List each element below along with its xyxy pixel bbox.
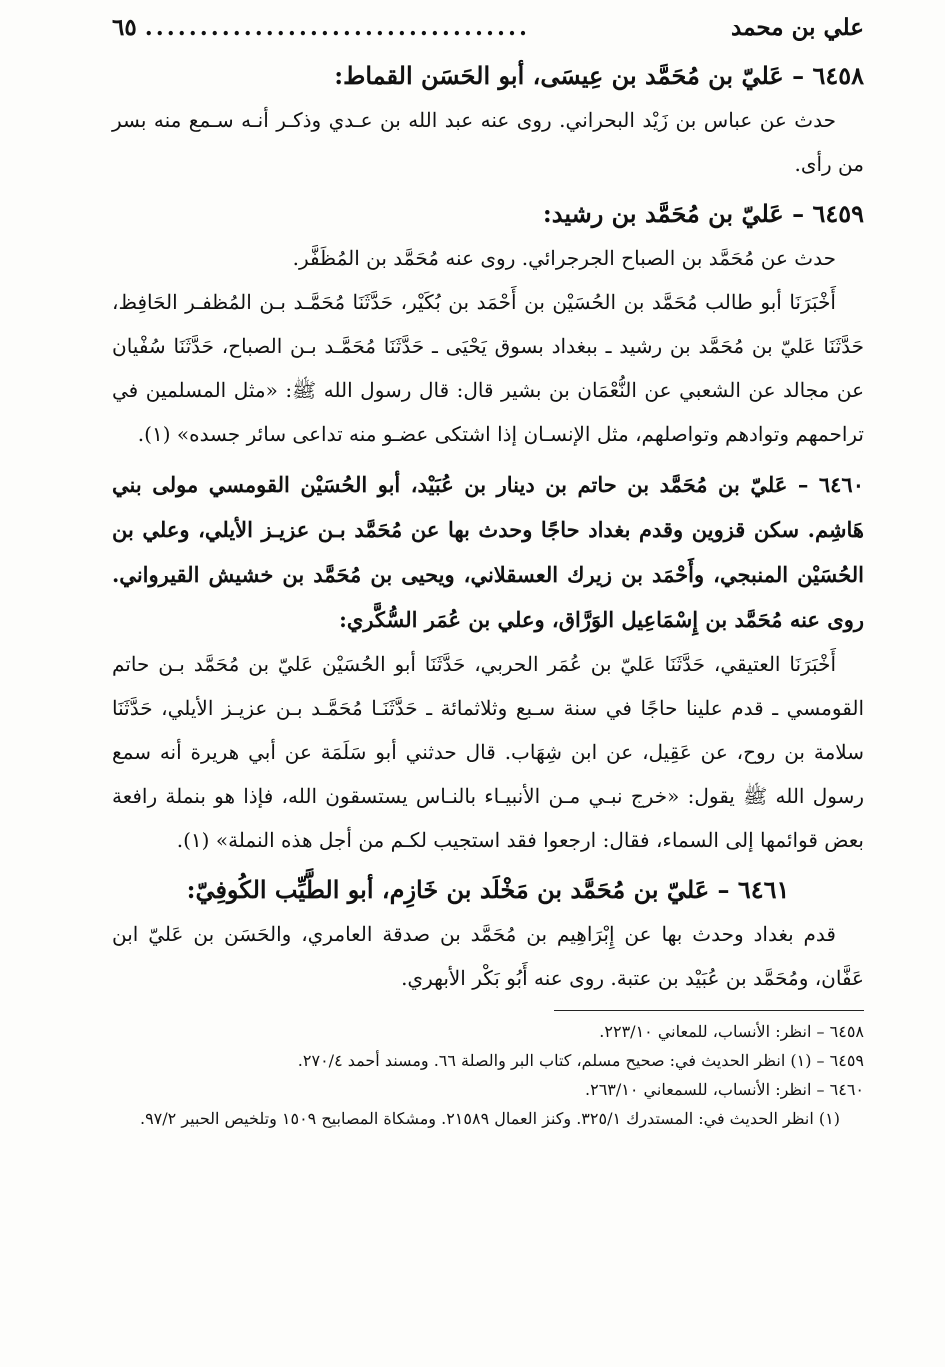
- footnote: ٦٤٥٩ – (١) انظر الحديث في: صحيح مسلم، كتاب البر والصلة ٦٦. ومسند أحمد ٢٧٠/٤.: [297, 1051, 864, 1070]
- entry-text: حدث عن مُحَمَّد بن الصباح الجرجرائي. روى عنه مُحَمَّد بن المُظَفَّر.: [292, 246, 836, 270]
- entry-text: حدث عن عباس بن زَيْد البحراني. روى عنه عبد الله بن عـدي وذكـر أنـه سـمع منه بسر من رأى.: [112, 108, 864, 176]
- entry-heading-6458: ٦٤٥٨ – عَليّ بن مُحَمَّد بن عِيسَى، أبو الحَسَن القماط:: [334, 61, 864, 90]
- footnote: (١) انظر الحديث في: المستدرك ٣٢٥/١. وكنز العمال ٢١٥٨٩. ومشكاة المصابيح ١٥٠٩ وتلخيص الحبير ٩٧/٢.: [139, 1109, 840, 1128]
- footnote: ٦٤٦٠ – انظر: الأنساب، للسمعاني ٢٦٣/١٠.: [585, 1080, 864, 1099]
- entry-heading-6459: ٦٤٥٩ – عَليّ بن مُحَمَّد بن رشيد:: [542, 199, 864, 228]
- book-page: [112, 14, 864, 1133]
- entry-heading-6460: ٦٤٦٠ – عَليّ بن مُحَمَّد بن حاتم بن دينار بن عُبَيْد، أبو الحُسَيْن القومسي مولى بني هَاشِم. سكن قزوين وقدم بغداد حاجًا وحدث بها عن مُحَمَّد بـن عزيـز الأيلي، وعلي بن الحُسَيْن المنبجي، وأَحْمَد بن زيرك العسقلاني، ويحيى بن مُحَمَّد بن خشيش القيرواني. روى عنه مُحَمَّد بن إِسْمَاعِيل الوَرَّاق، وعلي بن عُمَر السُّكَّري:: [112, 472, 864, 632]
- entry-heading-6461: ٦٤٦١ – عَليّ بن مُحَمَّد بن مَخْلَد بن خَازِم، أبو الطَّيِّب الكُوفِيّ:: [186, 875, 790, 904]
- entry-text: قدم بغداد وحدث بها عن إِبْرَاهِيم بن مُحَمَّد بن صدقة العامري، والحَسَن بن عَليّ ابن عَفَّان، ومُحَمَّد بن عُبَيْد بن عتبة. روى عنه أَبُو بَكْر الأبهري.: [112, 922, 864, 990]
- page-number: ٦٥: [112, 14, 137, 41]
- header-leader-dots: ...................................: [144, 14, 530, 41]
- hadith-text: أَخْبَرَنَا أبو طالب مُحَمَّد بن الحُسَيْن بن أَحْمَد بن بُكَيْر، حَدَّثَنَا مُحَمَّـد بـن المُظفـر الحَافِظ، حَدَّثَنَا عَليّ بن مُحَمَّد بن رشيد ـ ببغداد بسوق يَحْيَى ـ حَدَّثَنَا مُحَمَّـد بـن الصباح، حَدَّثَنَا سُفْيان عن مجالد عن الشعبي عن النُّعْمَان بن بشير قال: قال رسول الله ﷺ: «مثل المسلمين في تراحمهم وتوادهم وتواصلهم، مثل الإنسـان إذا اشتكى عضـو منه تداعى سائر جسده» (١).: [112, 290, 864, 446]
- running-title: علي بن محمد: [731, 14, 864, 41]
- running-header: [112, 14, 864, 54]
- hadith-text: أَخْبَرَنَا العتيقي، حَدَّثَنَا عَليّ بن عُمَر الحربي، حَدَّثَنَا أبو الحُسَيْن عَليّ بن مُحَمَّد بـن حاتم القومسي ـ قدم علينا حاجًا في سنة سـبع وثلاثمائة ـ حَدَّثَنَـا مُحَمَّـد بـن عزيـز الأيلي، حَدَّثَنَا سلامة بن روح، عن عَقِيل، عن ابن شِهَاب. قال حدثني أبو سَلَمَة عن أبي هريرة أنه سمع رسول الله ﷺ يقول: «خرج نبـي مـن الأنبيـاء بالنـاس يستسقون الله، فإذا هو بنملة رافعة بعض قوائمها إلى السماء، فقال: ارجعوا فقد استجيب لكـم من أجل هذه النملة» (١).: [112, 652, 864, 852]
- footnote-divider: [554, 1010, 864, 1011]
- footnote: ٦٤٥٨ – انظر: الأنساب، للمعاني ٢٢٣/١٠.: [599, 1022, 864, 1041]
